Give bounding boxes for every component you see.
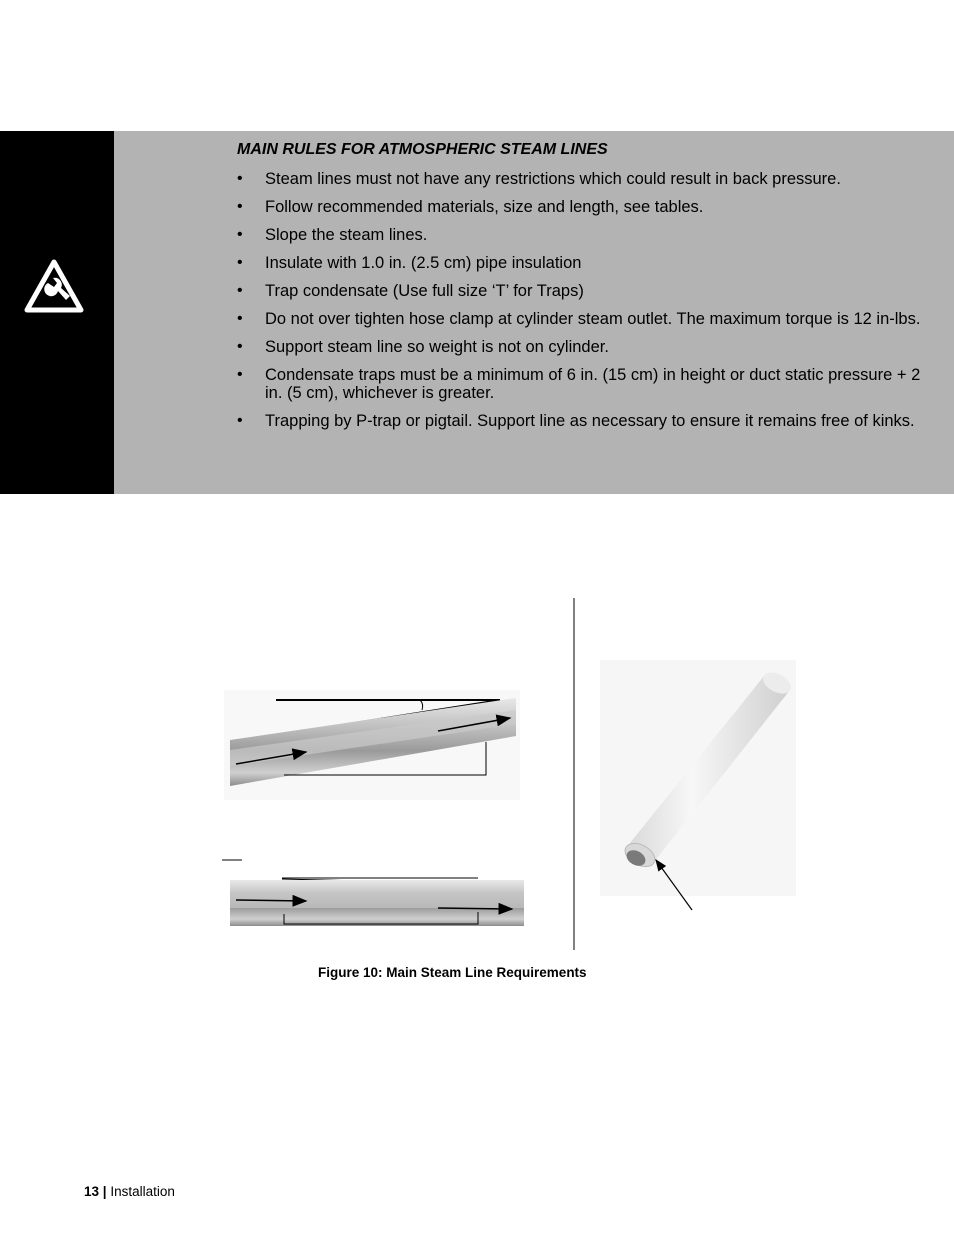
level-pipe-illustration — [222, 860, 524, 926]
wrench-warning-icon — [24, 259, 84, 313]
footer-section: Installation — [110, 1184, 175, 1199]
sloped-pipe-illustration — [224, 690, 520, 800]
warning-title: MAIN RULES FOR ATMOSPHERIC STEAM LINES — [237, 141, 608, 158]
page-footer — [84, 1184, 175, 1199]
rule-item: • Slope the steam lines. — [237, 226, 937, 244]
rule-item: • Support steam line so weight is not on cylinder. — [237, 338, 937, 356]
rule-item: • Follow recommended materials, size and length, see tables. — [237, 198, 937, 216]
footer-separator: | — [102, 1184, 107, 1199]
rule-item: • Trap condensate (Use full size ‘T’ for Traps) — [237, 282, 937, 300]
figure-caption: Figure 10: Main Steam Line Requirements — [318, 965, 587, 980]
rule-list — [237, 170, 937, 440]
rule-item: • Steam lines must not have any restrictions which could result in back pressure. — [237, 170, 937, 188]
rule-item: • Condensate traps must be a minimum of 6 in. (15 cm) in height or duct static pressure + 2 in. (5 cm), whichever is greater. — [237, 366, 937, 402]
warning-sidebar — [0, 131, 114, 494]
rule-item: • Do not over tighten hose clamp at cylinder steam outlet. The maximum torque is 12 in-lbs. — [237, 310, 937, 328]
rule-item: • Insulate with 1.0 in. (2.5 cm) pipe insulation — [237, 254, 937, 272]
page-number: 13 — [84, 1184, 100, 1199]
rule-item: • Trapping by P-trap or pigtail. Support line as necessary to ensure it remains free of kinks. — [237, 412, 937, 430]
insulated-pipe-illustration — [600, 660, 796, 910]
